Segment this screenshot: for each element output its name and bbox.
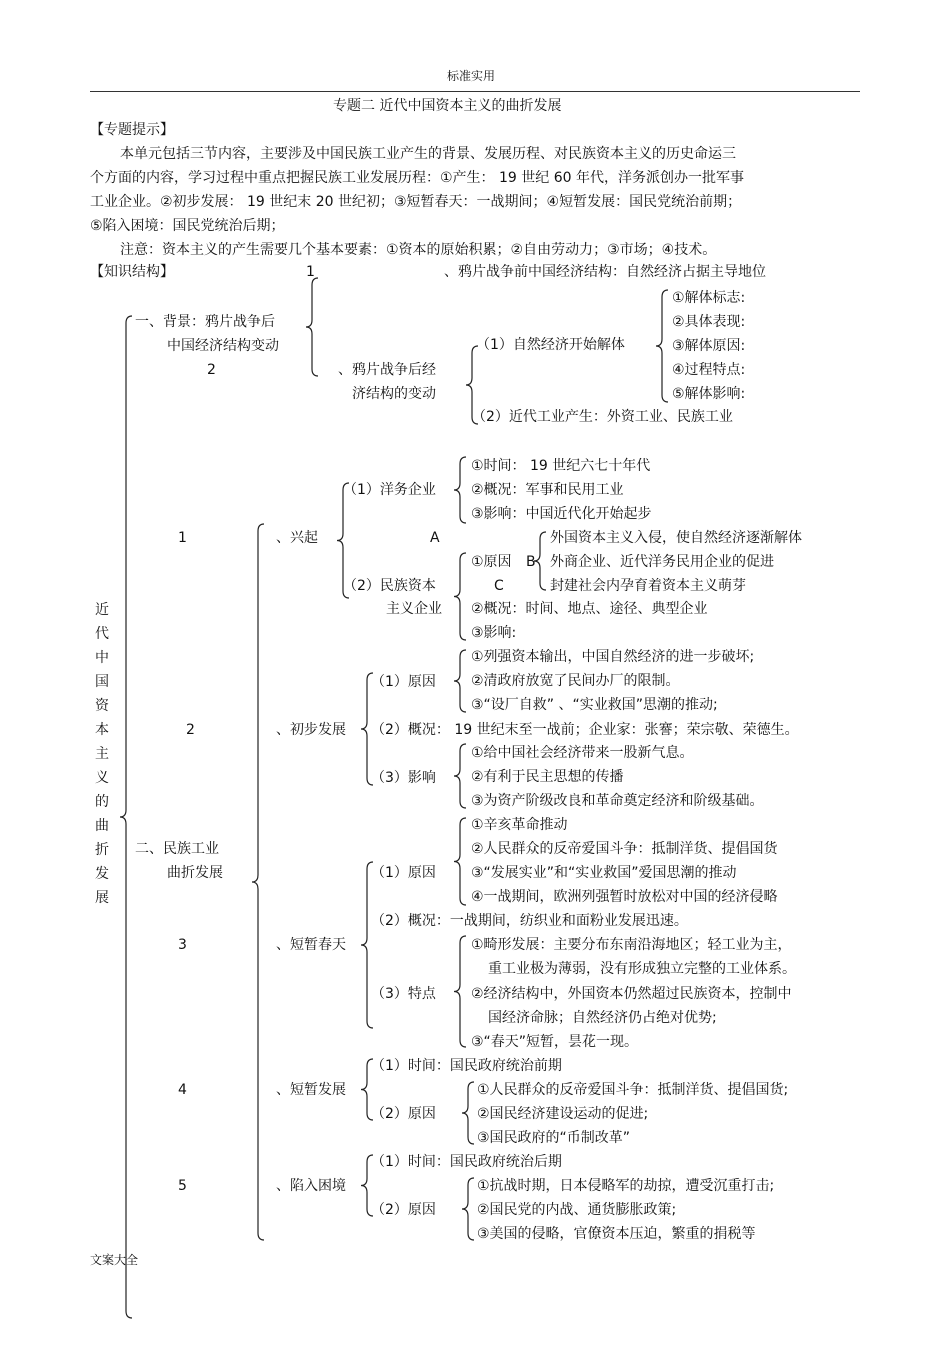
tips-line: 工业企业。②初步发展： 19 世纪末 20 世纪初；③短暂春天：一战期间；④短暂发展：国民党统治前期； <box>90 194 742 210</box>
phase-label: 、短暂春天 <box>276 937 346 953</box>
leaf-item: ①辛亥革命推动 <box>471 817 568 833</box>
structure-label: 【知识结构】 <box>90 264 174 280</box>
spring-feature-brace <box>454 936 466 1047</box>
leaf-item: ②具体表现: <box>672 314 746 330</box>
leaf-item: ②有利于民主思想的传播 <box>471 769 624 785</box>
sub-branch: （2）民族资本 <box>343 578 436 594</box>
private-enterprise-brace <box>454 553 466 640</box>
disintegration-brace <box>656 290 668 402</box>
section-title: 曲折发展 <box>167 865 223 881</box>
leaf-item: ①时间： 19 世纪六七十年代 <box>471 458 651 474</box>
leaf-item: 国经济命脉；自然经济仍占绝对优势; <box>488 1010 717 1026</box>
initial-development-brace <box>361 673 373 785</box>
tips-line: 个方面的内容，学习过程中重点把握民族工业发展历程：①产生： 19 世纪 60 年代，洋务派创办一批军事 <box>90 170 744 186</box>
root-brace <box>120 316 132 1318</box>
leaf-item: 外商企业、近代洋务民用企业的促进 <box>550 554 774 570</box>
spring-brace <box>361 862 373 1028</box>
leaf-item: ③影响: <box>471 625 517 641</box>
short-development-reason-brace <box>462 1082 474 1144</box>
leaf-item: ①畸形发展：主要分布东南沿海地区；轻工业为主， <box>471 937 792 953</box>
item-number: 2 <box>207 362 216 378</box>
phase-label: 、兴起 <box>276 530 318 546</box>
reason-letter: A <box>430 530 440 546</box>
sub-branch: 主义企业 <box>386 601 442 617</box>
sub-branch: （1）时间：国民政府统治前期 <box>371 1058 562 1074</box>
root-title: 近代中国资本主义的曲折发展 <box>95 602 109 906</box>
sub-branch: （2）近代工业产生：外资工业、民族工业 <box>472 409 733 425</box>
section-title: 中国经济结构变动 <box>167 338 279 354</box>
phase-number: 3 <box>178 937 187 953</box>
spring-reason-brace <box>454 818 466 905</box>
leaf-item: ①人民群众的反帝爱国斗争：抵制洋货、提倡国货; <box>477 1082 789 1098</box>
leaf-item: ③国民政府的“币制改革” <box>477 1130 631 1146</box>
leaf-item: ③为资产阶级改良和革命奠定经济和阶级基础。 <box>471 793 764 809</box>
leaf-item: ⑤解体影响: <box>672 386 746 402</box>
difficulty-brace <box>361 1155 373 1216</box>
leaf-item: ①抗战时期，日本侵略军的劫掠，遭受沉重打击; <box>477 1178 775 1194</box>
leaf-item: ②国民经济建设运动的促进; <box>477 1106 649 1122</box>
branch-text: 济结构的变动 <box>352 386 436 402</box>
background-brace <box>306 278 318 376</box>
leaf-item: ②人民群众的反帝爱国斗争：抵制洋货、提倡国货 <box>471 841 778 857</box>
leaf-item: ③美国的侵略，官僚资本压迫，繁重的捐税等 <box>477 1226 756 1242</box>
footer-label: 文案大全 <box>90 1253 139 1267</box>
initial-reason-brace <box>454 650 466 712</box>
leaf-item: ①原因 <box>471 554 512 570</box>
sub-branch: （2）原因 <box>371 1202 436 1218</box>
section-title: 二、民族工业 <box>135 841 219 857</box>
phase-label: 、初步发展 <box>276 722 346 738</box>
sub-branch: （1）原因 <box>371 674 436 690</box>
sub-branch: （2）原因 <box>371 1106 436 1122</box>
leaf-item: ②清政府放宽了民间办厂的限制。 <box>471 673 680 689</box>
leaf-item: 重工业极为薄弱，没有形成独立完整的工业体系。 <box>488 961 796 977</box>
sub-branch: （3）特点 <box>371 986 436 1002</box>
branch-text: 、鸦片战争后经 <box>338 362 436 378</box>
initial-effect-brace <box>454 744 466 808</box>
short-development-brace <box>361 1059 373 1120</box>
branch-text: 、鸦片战争前中国经济结构：自然经济占据主导地位 <box>444 264 766 280</box>
difficulty-reason-brace <box>462 1178 474 1240</box>
sub-branch: （2）概况：一战期间，纺织业和面粉业发展迅速。 <box>371 913 688 929</box>
sub-branch: （3）影响 <box>371 770 436 786</box>
leaf-item: ③“春天”短暂，昙花一现。 <box>471 1034 639 1050</box>
phase-label: 、陷入困境 <box>276 1178 346 1194</box>
leaf-item: ③影响：中国近代化开始起步 <box>471 506 652 522</box>
phase-number: 2 <box>186 722 195 738</box>
leaf-item: ①解体标志: <box>672 290 746 306</box>
tips-line: 本单元包括三节内容，主要涉及中国民族工业产生的背景、发展历程、对民族资本主义的历史命运三 <box>120 146 736 162</box>
phase-number: 1 <box>178 530 187 546</box>
leaf-item: ①给中国社会经济带来一股新气息。 <box>471 745 694 761</box>
rise-brace <box>337 483 349 598</box>
page-title: 专题二 近代中国资本主义的曲折发展 <box>333 98 562 114</box>
leaf-item: ②经济结构中，外国资本仍然超过民族资本，控制中 <box>471 986 792 1002</box>
phase-label: 、短暂发展 <box>276 1082 346 1098</box>
sub-branch: （2）概况： 19 世纪末至一战前；企业家：张謇；荣宗敬、荣德生。 <box>371 722 799 738</box>
leaf-item: ④一战期间，欧洲列强暂时放松对中国的经济侵略 <box>471 889 778 905</box>
section-title: 一、背景：鸦片战争后 <box>135 314 275 330</box>
leaf-item: ③解体原因: <box>672 338 746 354</box>
sub-branch: （1）原因 <box>371 865 436 881</box>
sub-branch: （1）洋务企业 <box>343 482 436 498</box>
yangwu-brace <box>454 457 466 523</box>
phase-number: 4 <box>178 1082 187 1098</box>
leaf-item: 封建社会内孕育着资本主义萌芽 <box>550 578 746 594</box>
sub-branch: （1）时间：国民政府统治后期 <box>371 1154 562 1170</box>
leaf-item: ②概况：时间、地点、途径、典型企业 <box>471 601 708 617</box>
leaf-item: ③“发展实业”和“实业救国”爱国思潮的推动 <box>471 865 737 881</box>
tips-line: ⑤陷入困境：国民党统治后期； <box>90 218 285 234</box>
tips-note: 注意：资本主义的产生需要几个基本要素：①资本的原始积累；②自由劳动力；③市场；④技术。 <box>120 242 717 258</box>
leaf-item: 外国资本主义入侵，使自然经济逐渐解体 <box>550 530 802 546</box>
leaf-item: ②概况：军事和民用工业 <box>471 482 624 498</box>
reason-letter: B <box>526 554 536 570</box>
structure-change-brace <box>466 346 478 424</box>
tips-label: 【专题提示】 <box>90 122 174 138</box>
leaf-item: ②国民党的内战、通货膨胀政策; <box>477 1202 677 1218</box>
leaf-item: ③“设厂自救” 、“实业救国”思潮的推动; <box>471 697 718 713</box>
sub-branch: （1）自然经济开始解体 <box>476 337 625 353</box>
reason-abc-brace <box>534 532 546 590</box>
leaf-item: ①列强资本输出，中国自然经济的进一步破坏; <box>471 649 755 665</box>
phase-number: 5 <box>178 1178 187 1194</box>
leaf-item: ④过程特点: <box>672 362 746 378</box>
reason-letter: C <box>494 578 504 594</box>
item-number: 1 <box>306 264 315 280</box>
running-head: 标准实用 <box>447 69 496 83</box>
national-industry-brace <box>252 524 264 1240</box>
